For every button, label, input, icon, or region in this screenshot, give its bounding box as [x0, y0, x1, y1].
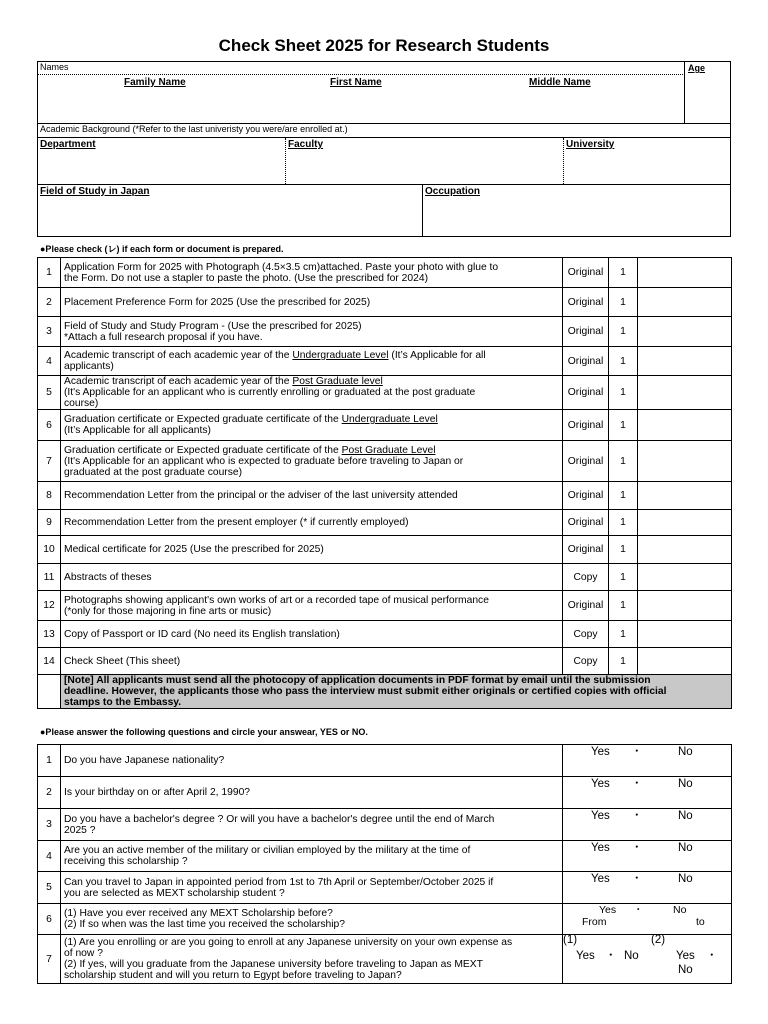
item-quantity: 1 — [609, 482, 638, 510]
item-quantity: 1 — [609, 376, 638, 410]
item-desc-line1: Check Sheet (This sheet) — [64, 655, 181, 667]
part-1-label: (1) — [563, 934, 578, 946]
item-check-box[interactable] — [638, 482, 732, 510]
item-quantity: 1 — [609, 347, 638, 376]
checklist-row — [38, 510, 732, 536]
question-text: Is your birthday on or after April 2, 1990? — [61, 777, 563, 809]
yes-option[interactable]: Yes — [591, 873, 610, 885]
occupation-label: Occupation — [425, 186, 481, 197]
item-quantity: 1 — [609, 410, 638, 441]
item-type: Original — [563, 510, 609, 536]
item-description — [61, 376, 563, 410]
item-desc-line1: Graduation certificate or Expected graduate certificate of the Post Graduate Level — [64, 444, 436, 456]
question-number: 2 — [38, 777, 61, 809]
item-desc-line3: graduated at the post graduate course) — [64, 466, 243, 478]
item-desc-line2: *Attach a full research proposal if you have. — [64, 331, 263, 343]
item-desc-line3: course) — [64, 398, 99, 409]
item-desc-line1: Academic transcript of each academic year of the Post Graduate level — [64, 376, 383, 387]
names-box — [37, 61, 731, 124]
checklist-row — [38, 621, 732, 648]
item-type: Original — [563, 591, 609, 621]
question-text: (1) Are you enrolling or are you going to enroll at any Japanese university on your own expense as of now ? (2) If yes, will you graduate from the Japanese university before traveling to Japan as MEXT scholarship student and will you return to Egypt before traveling to Japan? — [61, 935, 563, 984]
question-row — [38, 841, 732, 872]
item-desc-line1: Academic transcript of each academic year of the Undergraduate Level (It’s Applicable for all — [64, 350, 486, 361]
item-quantity: 1 — [609, 536, 638, 564]
item-check-box[interactable] — [638, 621, 732, 648]
question-row — [38, 904, 732, 935]
checklist-row — [38, 482, 732, 510]
question-text: Can you travel to Japan in appointed period from 1st to 7th April or September/October 2025 if you are selected as MEXT scholarship student ? — [61, 872, 563, 904]
checklist-row — [38, 591, 732, 621]
separator-dot: ・ — [706, 950, 718, 962]
question-text: Are you an active member of the military or civilian employed by the military at the time of receiving this scholarship ? — [61, 841, 563, 872]
item-number: 8 — [38, 482, 61, 510]
item-desc-line1: Field of Study and Study Program - (Use the prescribed for 2025) — [64, 320, 362, 332]
item-type: Original — [563, 288, 609, 317]
checklist-row — [38, 441, 732, 482]
academic-box — [37, 123, 731, 237]
item-check-box[interactable] — [638, 564, 732, 591]
answer-cell[interactable] — [563, 872, 732, 904]
item-check-box[interactable] — [638, 536, 732, 564]
item-quantity: 1 — [609, 591, 638, 621]
item-quantity: 1 — [609, 510, 638, 536]
item-number: 6 — [38, 410, 61, 441]
page-title: Check Sheet 2025 for Research Students — [218, 36, 550, 55]
no-option-2[interactable]: No — [678, 964, 693, 976]
question-number: 3 — [38, 809, 61, 841]
question-number: 7 — [38, 935, 61, 984]
item-quantity: 1 — [609, 621, 638, 648]
question-text: (1) Have you ever received any MEXT Scholarship before? (2) If so when was the last time you received the scholarship? — [61, 904, 563, 935]
question-row — [38, 777, 732, 809]
first-name-label: First Name — [330, 77, 382, 88]
item-desc-line1: Graduation certificate or Expected graduate certificate of the Undergraduate Level — [64, 414, 438, 425]
item-number: 10 — [38, 536, 61, 564]
item-number: 1 — [38, 258, 61, 288]
item-desc-line2: (It's Applicable for an applicant who is expected to graduate before traveling to Japan or — [64, 455, 464, 467]
checklist-instruction: ●Please check (レ) if each form or document is prepared. — [40, 244, 284, 254]
separator-dot: ・ — [631, 810, 643, 822]
item-desc-line2: (*only for those majoring in fine arts or music) — [64, 605, 272, 617]
item-check-box[interactable] — [638, 376, 732, 410]
item-desc-line2: the Form. Do not use a stapler to paste the photo. (Use the prescribed for 2024) — [64, 272, 429, 284]
item-description — [61, 564, 563, 591]
separator-dot: ・ — [631, 778, 643, 790]
checklist-row — [38, 347, 732, 376]
university-label: University — [566, 139, 615, 150]
separator-dot: ・ — [631, 842, 643, 854]
age-label: Age — [688, 63, 706, 73]
item-quantity: 1 — [609, 288, 638, 317]
item-description — [61, 288, 563, 317]
item-desc-line1: Abstracts of theses — [64, 571, 152, 583]
yes-option[interactable]: Yes — [591, 810, 610, 822]
question-text: Do you have a bachelor's degree ? Or will you have a bachelor's degree until the end of March 2025 ? — [61, 809, 563, 841]
item-type: Original — [563, 347, 609, 376]
item-number: 4 — [38, 347, 61, 376]
item-type: Original — [563, 482, 609, 510]
middle-name-label: Middle Name — [529, 77, 591, 88]
item-check-box[interactable] — [638, 410, 732, 441]
questions-table — [37, 744, 732, 984]
family-name-label: Family Name — [124, 77, 186, 88]
item-desc-line1: Application Form for 2025 with Photograph (4.5×3.5 cm)attached. Paste your photo with glue to — [64, 261, 499, 273]
item-check-box[interactable] — [638, 441, 732, 482]
document-checklist-table — [37, 257, 732, 709]
checklist-row — [38, 648, 732, 675]
question-row — [38, 872, 732, 904]
department-label: Department — [40, 139, 96, 150]
question-number: 6 — [38, 904, 61, 935]
item-desc-line2: (It's Applicable for an applicant who is currently enrolling or graduated at the post graduate — [64, 387, 476, 398]
answer-cell[interactable] — [563, 904, 732, 935]
item-check-box[interactable] — [638, 510, 732, 536]
item-type: Original — [563, 317, 609, 347]
question-row — [38, 745, 732, 777]
item-quantity: 1 — [609, 564, 638, 591]
item-number: 11 — [38, 564, 61, 591]
item-number: 7 — [38, 441, 61, 482]
item-quantity: 1 — [609, 441, 638, 482]
yes-option[interactable]: Yes — [599, 904, 617, 916]
item-check-box[interactable] — [638, 648, 732, 675]
item-type: Copy — [563, 621, 609, 648]
from-label: From — [582, 916, 607, 928]
item-desc-line1: Recommendation Letter from the principal or the adviser of the last university attended — [64, 490, 458, 501]
item-description — [61, 441, 563, 482]
item-desc-line2: applicants) — [64, 361, 114, 372]
item-type: Original — [563, 536, 609, 564]
item-check-box[interactable] — [638, 317, 732, 347]
to-label: to — [696, 916, 705, 928]
item-type: Copy — [563, 648, 609, 675]
yes-option[interactable]: Yes — [591, 778, 610, 790]
separator-dot: ・ — [605, 950, 617, 962]
yes-option-2[interactable]: Yes — [676, 950, 695, 962]
item-check-box[interactable] — [638, 258, 732, 288]
yes-option[interactable]: Yes — [591, 842, 610, 854]
no-option[interactable]: No — [678, 778, 693, 790]
item-description — [61, 591, 563, 621]
item-check-box[interactable] — [638, 347, 732, 376]
no-option[interactable]: No — [678, 746, 693, 758]
item-description — [61, 258, 563, 288]
checklist-row — [38, 410, 732, 441]
no-option[interactable]: No — [678, 873, 693, 885]
item-description — [61, 317, 563, 347]
item-quantity: 1 — [609, 317, 638, 347]
item-description — [61, 410, 563, 441]
item-number: 3 — [38, 317, 61, 347]
separator-dot: ・ — [631, 873, 643, 885]
checklist-row — [38, 317, 732, 347]
answer-cell[interactable] — [563, 935, 732, 984]
part-2-label: (2) — [651, 934, 666, 946]
question-row — [38, 935, 732, 984]
item-number: 13 — [38, 621, 61, 648]
questions-instruction: ●Please answer the following questions and circle your answear, YES or NO. — [40, 727, 368, 737]
answer-cell[interactable] — [563, 777, 732, 809]
checklist-row — [38, 564, 732, 591]
item-type: Original — [563, 410, 609, 441]
item-quantity: 1 — [609, 648, 638, 675]
answer-cell[interactable] — [563, 809, 732, 841]
item-number: 14 — [38, 648, 61, 675]
item-desc-line1: Photographs showing applicant's own works of art or a recorded tape of musical performance — [64, 594, 489, 606]
checklist-row — [38, 376, 732, 410]
item-number: 5 — [38, 376, 61, 410]
checklist-row — [38, 536, 732, 564]
item-type: Copy — [563, 564, 609, 591]
names-label: Names — [40, 62, 69, 72]
item-type: Original — [563, 376, 609, 410]
yes-option[interactable]: Yes — [591, 746, 610, 758]
question-number: 5 — [38, 872, 61, 904]
item-check-box[interactable] — [638, 591, 732, 621]
item-number: 9 — [38, 510, 61, 536]
item-check-box[interactable] — [638, 288, 732, 317]
no-option[interactable]: No — [678, 810, 693, 822]
question-number: 4 — [38, 841, 61, 872]
item-number: 2 — [38, 288, 61, 317]
item-number: 12 — [38, 591, 61, 621]
item-type: Original — [563, 258, 609, 288]
item-description — [61, 510, 563, 536]
item-description — [61, 347, 563, 376]
checklist-row — [38, 258, 732, 288]
question-text: Do you have Japanese nationality? — [61, 745, 563, 777]
note-text: [Note] All applicants must send all the photocopy of application documents in PDF format by email until the submission deadline. However, the applicants those who pass the interview must submit either originals or certified copies with official stamps to the Embassy. — [61, 675, 732, 709]
no-option-1[interactable]: No — [624, 950, 639, 962]
checklist-row — [38, 288, 732, 317]
answer-cell[interactable] — [563, 745, 732, 777]
item-desc-line1: Copy of Passport or ID card (No need its English translation) — [64, 628, 340, 640]
item-desc-line1: Recommendation Letter from the present employer (* if currently employed) — [64, 517, 409, 528]
field-of-study-label: Field of Study in Japan — [40, 186, 150, 197]
note-row — [38, 675, 732, 709]
item-description — [61, 621, 563, 648]
item-description — [61, 482, 563, 510]
item-type: Original — [563, 441, 609, 482]
no-option[interactable]: No — [678, 842, 693, 854]
item-description — [61, 536, 563, 564]
no-option[interactable]: No — [673, 904, 687, 916]
yes-option-1[interactable]: Yes — [576, 950, 595, 962]
question-number: 1 — [38, 745, 61, 777]
separator-dot: ・ — [633, 904, 644, 916]
item-description — [61, 648, 563, 675]
answer-cell[interactable] — [563, 841, 732, 872]
item-desc-line1: Medical certificate for 2025 (Use the prescribed for 2025) — [64, 544, 324, 555]
faculty-label: Faculty — [288, 139, 324, 150]
question-row — [38, 809, 732, 841]
academic-background-label: Academic Background (*Refer to the last univeristy you were/are enrolled at.) — [40, 124, 348, 134]
item-desc-line1: Placement Preference Form for 2025 (Use the prescribed for 2025) — [64, 296, 371, 308]
separator-dot: ・ — [631, 746, 643, 758]
item-desc-line2: (It’s Applicable for all applicants) — [64, 425, 211, 436]
item-quantity: 1 — [609, 258, 638, 288]
